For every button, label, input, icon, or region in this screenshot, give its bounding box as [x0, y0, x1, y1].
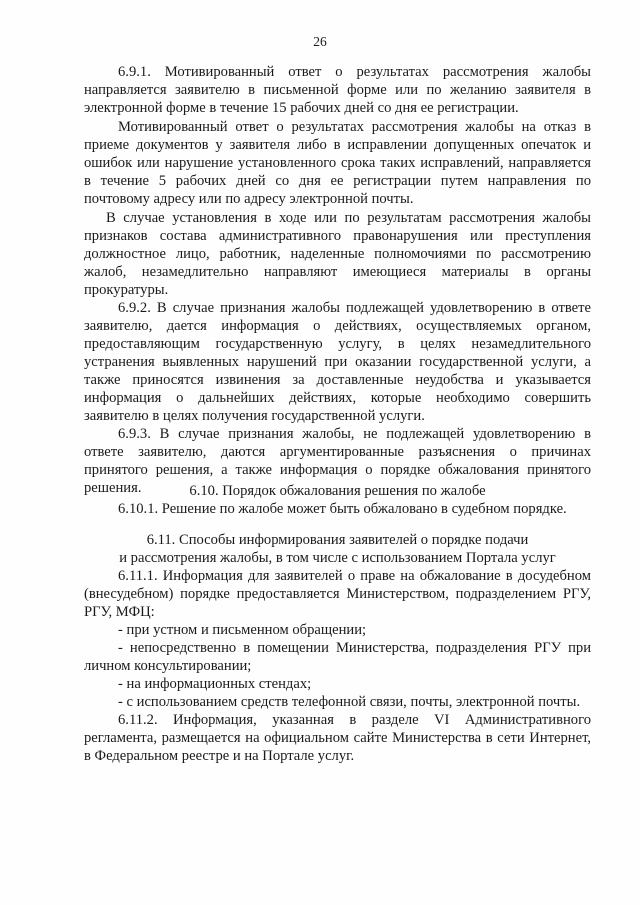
page-number: 26	[313, 34, 327, 49]
paragraph-line: регламента, размещается на официальном сайте Министерства в сети Интернет,	[84, 730, 591, 746]
paragraph-line: предоставляющим государственную услугу, в целях незамедлительного	[84, 336, 591, 352]
paragraph-line: 6.10.1. Решение по жалобе может быть обжаловано в судебном порядке.	[118, 501, 567, 517]
paragraph-line: ответе заявителю, даются аргументированные разъяснения о причинах	[84, 444, 591, 460]
paragraph-line: 6.11.1. Информация для заявителей о праве на обжалование в досудебном	[118, 568, 591, 584]
paragraph-line: решения.	[84, 480, 142, 496]
paragraph-line: в течение 5 рабочих дней со дня ее регистрации путем направления по	[84, 173, 591, 189]
paragraph-line: должностное лицо, работник, наделенные полномочиями по рассмотрению	[84, 246, 591, 262]
section-heading: 6.10. Порядок обжалования решения по жалобе	[189, 483, 486, 499]
list-item: - на информационных стендах;	[118, 676, 312, 692]
paragraph-line: в Федеральном реестре и на Портале услуг.	[84, 748, 355, 764]
paragraph-line: ошибок или нарушение установленного срока таких исправлений, направляется	[84, 155, 591, 171]
paragraph-line: также приносятся извинения за доставленные неудобства и указывается	[84, 372, 591, 388]
section-heading: и рассмотрения жалобы, в том числе с использованием Портала услуг	[119, 550, 556, 566]
paragraph-line: устранения выявленных нарушений при оказании государственной услуги, а	[84, 354, 591, 370]
paragraph-line: В случае установления в ходе или по результатам рассмотрения жалобы	[106, 210, 591, 226]
paragraph-line: приеме документов у заявителя либо в исправлении допущенных опечаток и	[84, 137, 591, 153]
section-heading: 6.11. Способы информирования заявителей о порядке подачи	[146, 532, 529, 548]
paragraph-line: 6.11.2. Информация, указанная в разделе VI Административного	[118, 712, 591, 728]
list-item: - непосредственно в помещении Министерства, подразделения РГУ при	[118, 640, 591, 656]
paragraph-line: жалоб, незамедлительно направляют имеющиеся материалы в органы	[84, 264, 591, 280]
paragraph-line: заявителю, дается информация о действиях, осуществляемых органом,	[84, 318, 591, 334]
list-item: личном консультировании;	[84, 658, 252, 674]
paragraph-line: информация о дальнейших действиях, которые необходимо совершить	[84, 390, 591, 406]
paragraph-line: почтовому адресу или по адресу электронной почты.	[84, 191, 414, 207]
paragraph-line: 6.9.3. В случае признания жалобы, не подлежащей удовлетворению в	[118, 426, 591, 442]
paragraph-line: РГУ, МФЦ:	[84, 604, 155, 620]
paragraph-line: принятого решения, а также информация о порядке обжалования принятого	[84, 462, 591, 478]
paragraph-line: Мотивированный ответ о результатах рассмотрения жалобы на отказ в	[118, 119, 591, 135]
paragraph-line: 6.9.1. Мотивированный ответ о результатах рассмотрения жалобы	[118, 64, 591, 80]
paragraph-line: направляется заявителю в письменной форме или по желанию заявителя в	[84, 82, 591, 98]
paragraph-line: заявителю в целях получения государственной услуги.	[84, 408, 425, 424]
paragraph-line: признаков состава административного правонарушения или преступления	[84, 228, 591, 244]
paragraph-line: электронной форме в течение 15 рабочих дней со дня ее регистрации.	[84, 100, 519, 116]
list-item: - при устном и письменном обращении;	[118, 622, 367, 638]
list-item: - с использованием средств телефонной связи, почты, электронной почты.	[118, 694, 581, 710]
paragraph-line: 6.9.2. В случае признания жалобы подлежащей удовлетворению в ответе	[118, 300, 591, 316]
paragraph-line: (внесудебном) порядке предоставляется Министерством, подразделением РГУ,	[84, 586, 591, 602]
paragraph-line: прокуратуры.	[84, 282, 169, 298]
